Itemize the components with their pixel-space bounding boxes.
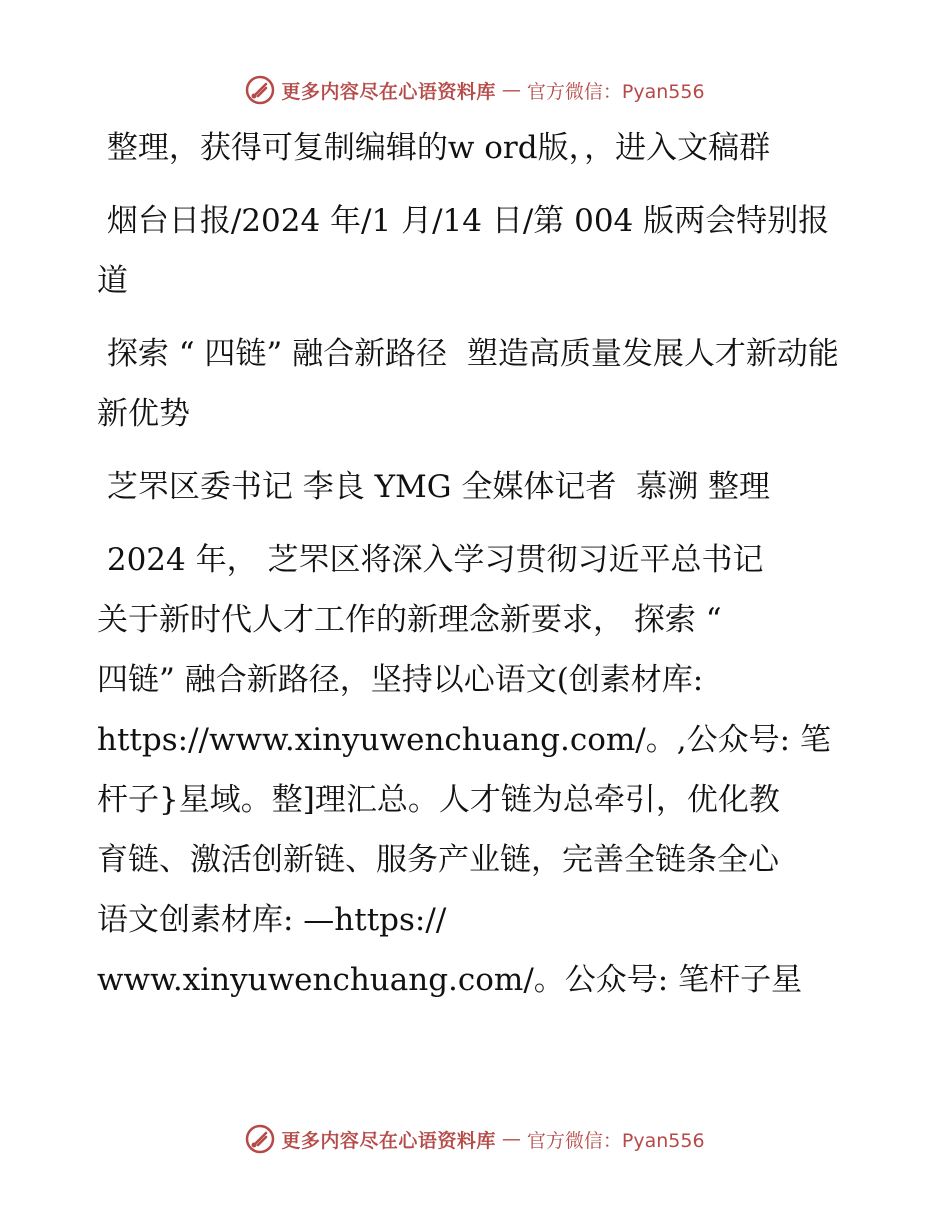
body-line: 语文创素材库: —https://: [97, 902, 447, 938]
quill-logo-icon: [245, 1124, 275, 1154]
watermark-dash: —: [501, 1128, 521, 1150]
author-line: 芝罘区委书记 李良 YMG 全媒体记者 慕溯 整理: [97, 469, 770, 505]
document-body: [97, 118, 857, 1010]
watermark-main: 更多内容尽在心语资料库: [281, 1129, 496, 1152]
header-watermark: [0, 70, 950, 110]
body-line: 关于新时代人才工作的新理念新要求， 探索 “: [97, 602, 722, 638]
article-title: 探索 “ 四链” 融合新路径 塑造高质量发展人才新动能新优势: [97, 336, 839, 432]
quill-logo-icon: [245, 75, 275, 105]
body-line: https://www.xinyuwenchuang.com/。,公众号: 笔: [97, 722, 831, 758]
footer-watermark: [0, 1119, 950, 1159]
body-line: 杆子}星域。整]理汇总。人才链为总牵引，优化教: [97, 782, 780, 818]
body-paragraph: [97, 530, 857, 1010]
watermark-main: 更多内容尽在心语资料库: [281, 80, 496, 103]
watermark-sub: 官方微信：Pyan556: [526, 1129, 705, 1152]
intro-paragraph: 整理，获得可复制编辑的w ord版，，进入文稿群: [97, 130, 771, 166]
watermark-dash: —: [501, 79, 521, 101]
body-line: 2024 年， 芝罘区将深入学习贯彻习近平总书记: [97, 542, 764, 578]
source-line: 烟台日报/2024 年/1 月/14 日/第 004 版两会特别报道: [97, 203, 830, 299]
body-line: 育链、激活创新链、服务产业链，完善全链条全心: [97, 842, 779, 878]
watermark-sub: 官方微信：Pyan556: [526, 80, 705, 103]
body-line: www.xinyuwenchuang.com/。公众号: 笔杆子星: [97, 962, 803, 998]
body-line: 四链” 融合新路径，坚持以心语文(创素材库:: [97, 662, 704, 698]
